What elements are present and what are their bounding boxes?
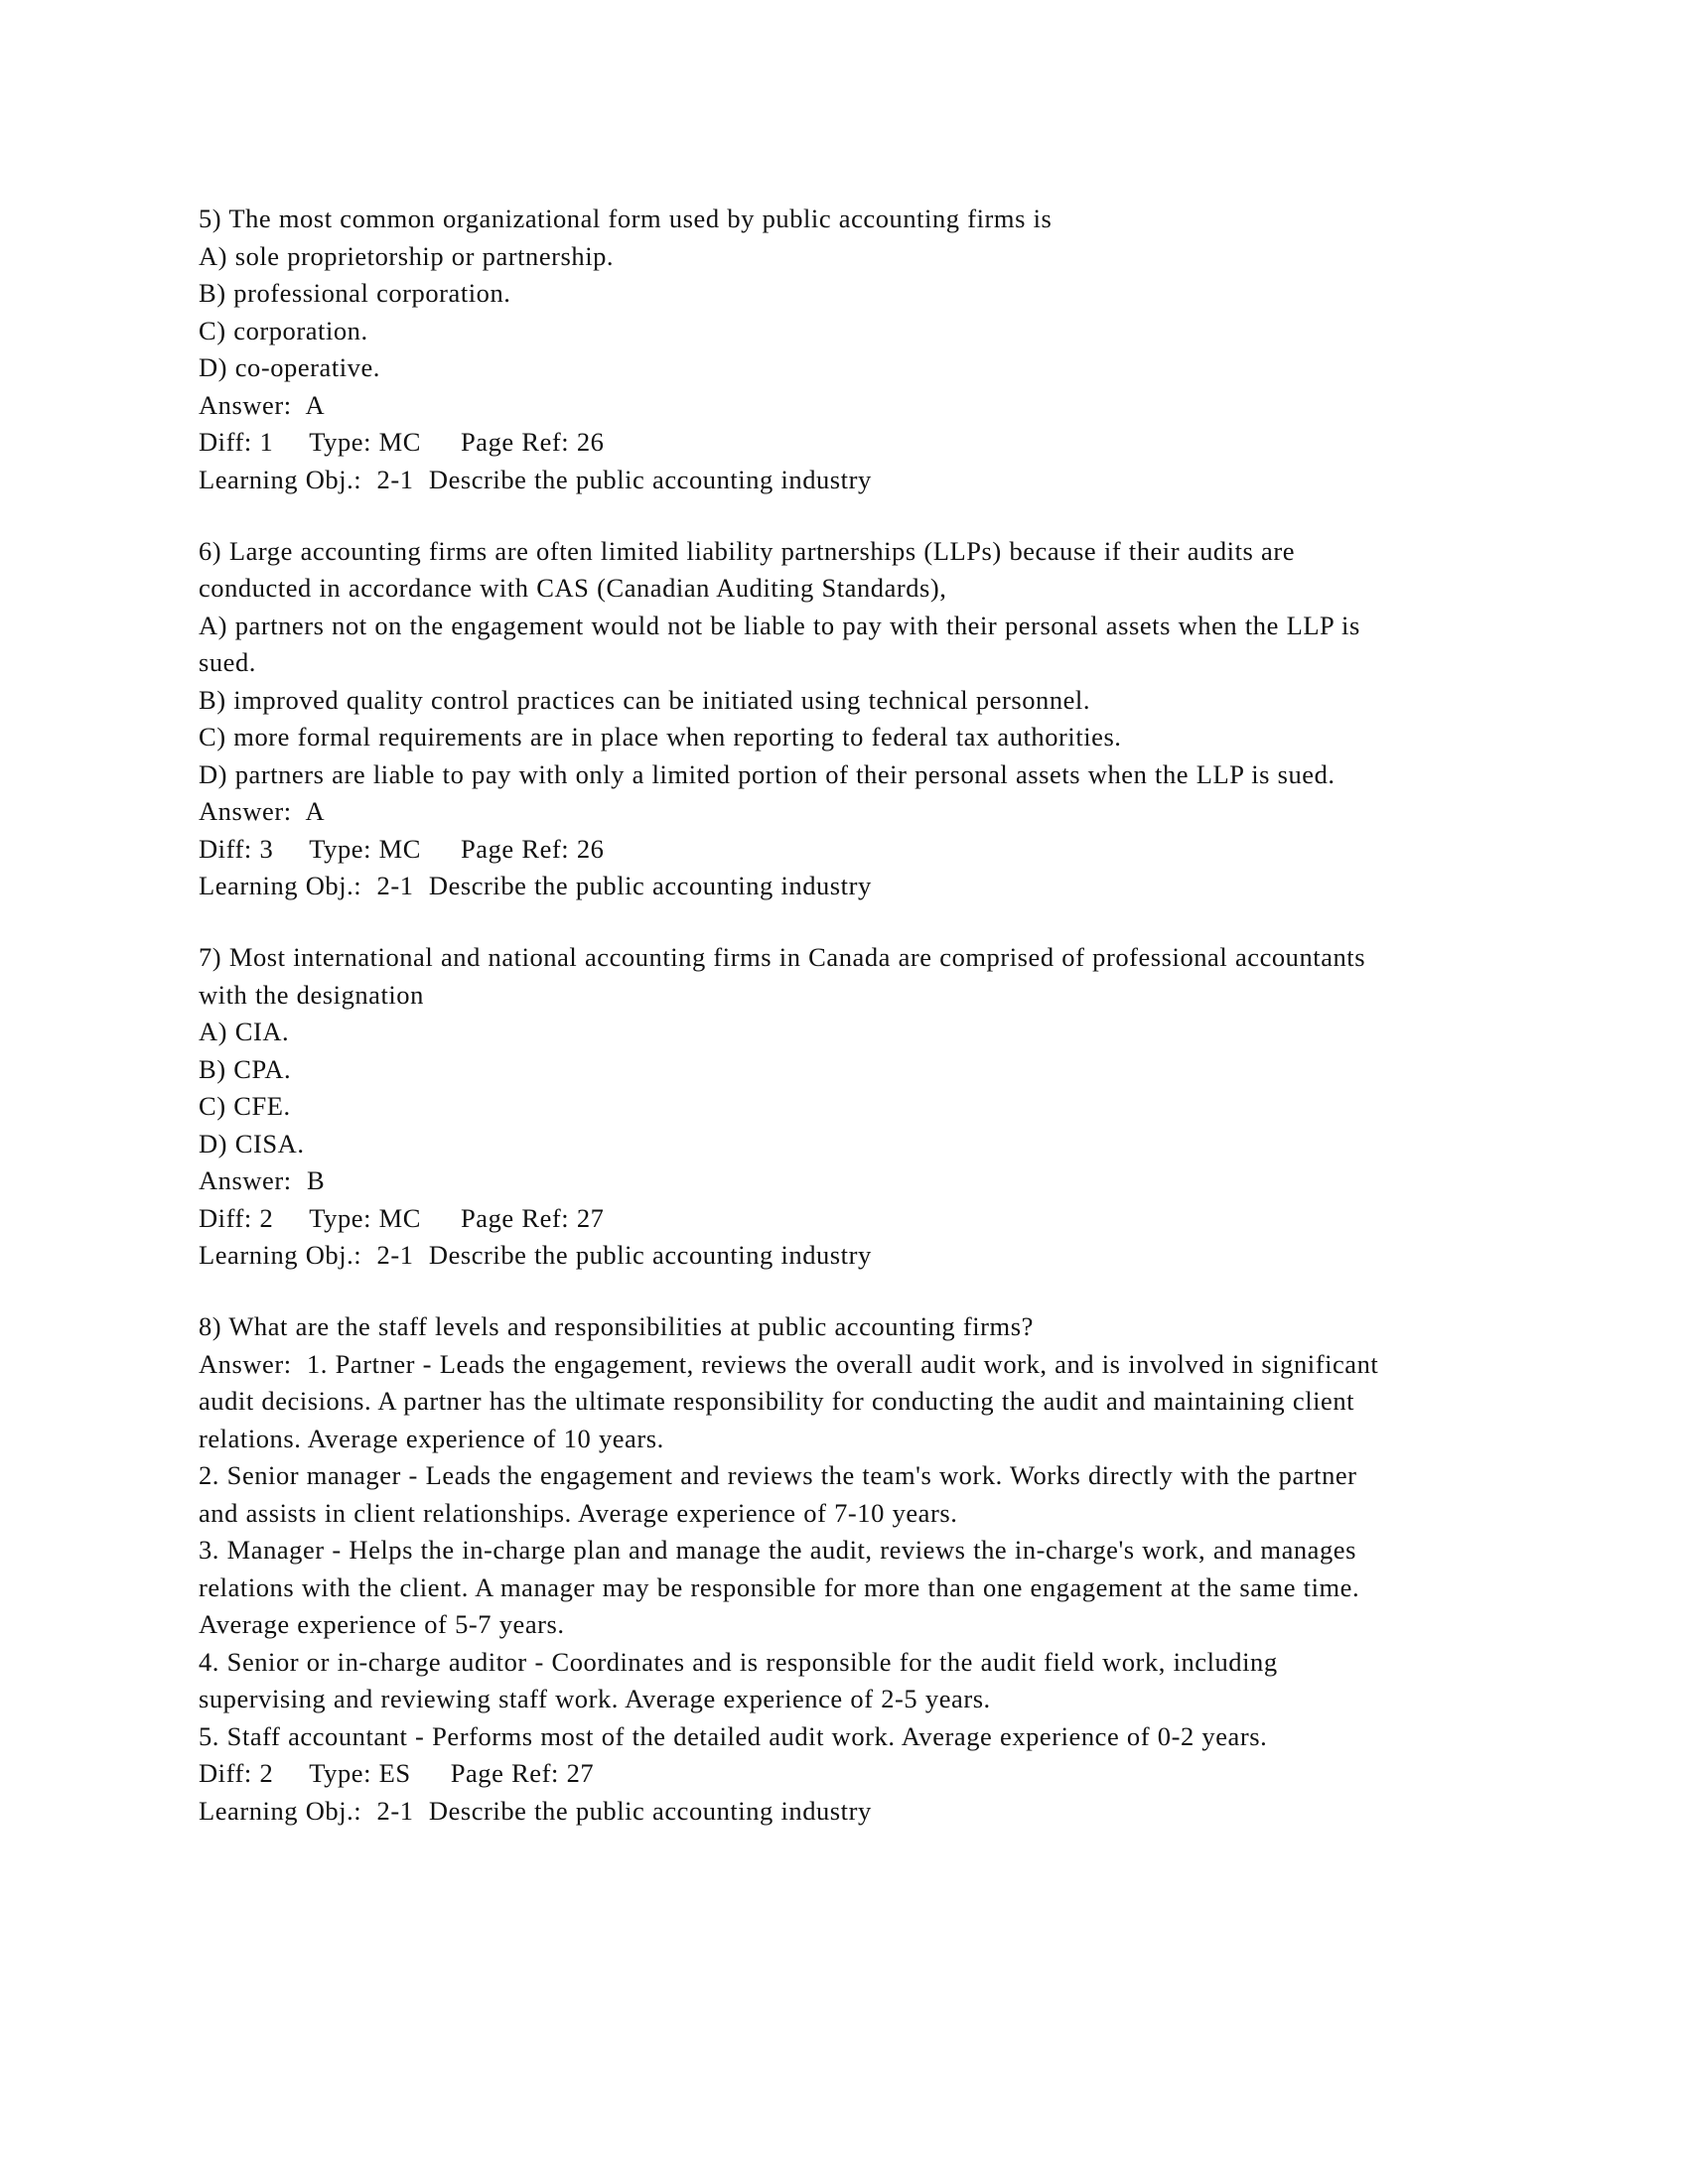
- answer-senior-auditor: 4. Senior or in-charge auditor - Coordinates and is responsible for the audit field work, including: [199, 1646, 1278, 1677]
- learning-objective: Learning Obj.: 2-1 Describe the public accounting industry: [199, 871, 872, 900]
- option-b: B) CPA.: [199, 1053, 292, 1084]
- answer-manager: 3. Manager - Helps the in-charge plan and manage the audit, reviews the in-charge's work, and manages: [199, 1535, 1356, 1565]
- difficulty: Diff: 3: [199, 833, 274, 864]
- learning-objective: Learning Obj.: 2-1 Describe the public accounting industry: [199, 1240, 872, 1270]
- answer-partner-continued: relations. Average experience of 10 years.: [199, 1423, 664, 1453]
- question-meta: [199, 831, 1509, 869]
- page-ref: Page Ref: 27: [461, 1202, 605, 1233]
- answer-staff-accountant: 5. Staff accountant - Performs most of the detailed audit work. Average experience of 0-2 years.: [199, 1720, 1268, 1751]
- question-stem-continued: with the designation: [199, 979, 424, 1010]
- answer-manager-continued: Average experience of 5-7 years.: [199, 1609, 565, 1639]
- answer-senior-manager-continued: and assists in client relationships. Average experience of 7-10 years.: [199, 1497, 958, 1528]
- question-stem: 8) What are the staff levels and responsibilities at public accounting firms?: [199, 1311, 1034, 1341]
- question-type: Type: MC: [309, 427, 421, 457]
- page-ref: Page Ref: 27: [450, 1758, 595, 1788]
- question-5: [199, 201, 1509, 498]
- question-8: [199, 1308, 1509, 1830]
- option-a: A) sole proprietorship or partnership.: [199, 240, 615, 271]
- option-b: B) professional corporation.: [199, 278, 511, 308]
- question-meta: [199, 1755, 1509, 1793]
- page-ref: Page Ref: 26: [461, 833, 605, 864]
- answer-senior-auditor-continued: supervising and reviewing staff work. Average experience of 2-5 years.: [199, 1684, 991, 1713]
- difficulty: Diff: 2: [199, 1758, 274, 1788]
- question-list: [199, 201, 1509, 1864]
- option-b: B) improved quality control practices can be initiated using technical personnel.: [199, 684, 1091, 715]
- answer: Answer: A: [199, 389, 326, 420]
- learning-objective: Learning Obj.: 2-1 Describe the public accounting industry: [199, 464, 872, 494]
- option-c: C) more formal requirements are in place when reporting to federal tax authorities.: [199, 722, 1122, 751]
- question-stem: 7) Most international and national accounting firms in Canada are comprised of professional accountants: [199, 942, 1366, 972]
- answer-partner-continued: audit decisions. A partner has the ultimate responsibility for conducting the audit and maintaining client: [199, 1386, 1355, 1416]
- question-type: Type: MC: [309, 1202, 421, 1233]
- question-6: [199, 533, 1509, 905]
- option-d: D) co-operative.: [199, 352, 380, 382]
- question-stem: 5) The most common organizational form used by public accounting firms is: [199, 204, 1053, 233]
- page-ref: Page Ref: 26: [461, 427, 605, 457]
- option-c: C) CFE.: [199, 1091, 291, 1121]
- option-a: A) CIA.: [199, 1017, 290, 1046]
- question-7: [199, 939, 1509, 1275]
- difficulty: Diff: 1: [199, 427, 274, 457]
- question-type: Type: ES: [309, 1758, 411, 1788]
- difficulty: Diff: 2: [199, 1202, 274, 1233]
- option-c: C) corporation.: [199, 315, 368, 345]
- question-meta: [199, 1200, 1509, 1238]
- learning-objective: Learning Obj.: 2-1 Describe the public accounting industry: [199, 1795, 872, 1826]
- question-stem-continued: conducted in accordance with CAS (Canadian Auditing Standards),: [199, 573, 947, 603]
- answer-manager-continued: relations with the client. A manager may be responsible for more than one engagement at the same time.: [199, 1571, 1360, 1602]
- option-a-continued: sued.: [199, 647, 256, 677]
- option-d: D) CISA.: [199, 1128, 305, 1159]
- question-type: Type: MC: [309, 833, 421, 864]
- option-d: D) partners are liable to pay with only a limited portion of their personal assets when the LLP is sued.: [199, 758, 1336, 789]
- question-stem: 6) Large accounting firms are often limited liability partnerships (LLPs) because if their audits are: [199, 535, 1296, 566]
- option-a: A) partners not on the engagement would not be liable to pay with their personal assets when the LLP is: [199, 610, 1360, 640]
- question-meta: [199, 424, 1509, 462]
- answer-partner: Answer: 1. Partner - Leads the engagement, reviews the overall audit work, and is involved in significant: [199, 1348, 1379, 1379]
- answer-senior-manager: 2. Senior manager - Leads the engagement and reviews the team's work. Works directly with the partner: [199, 1460, 1357, 1490]
- answer: Answer: A: [199, 796, 326, 826]
- answer: Answer: B: [199, 1165, 326, 1195]
